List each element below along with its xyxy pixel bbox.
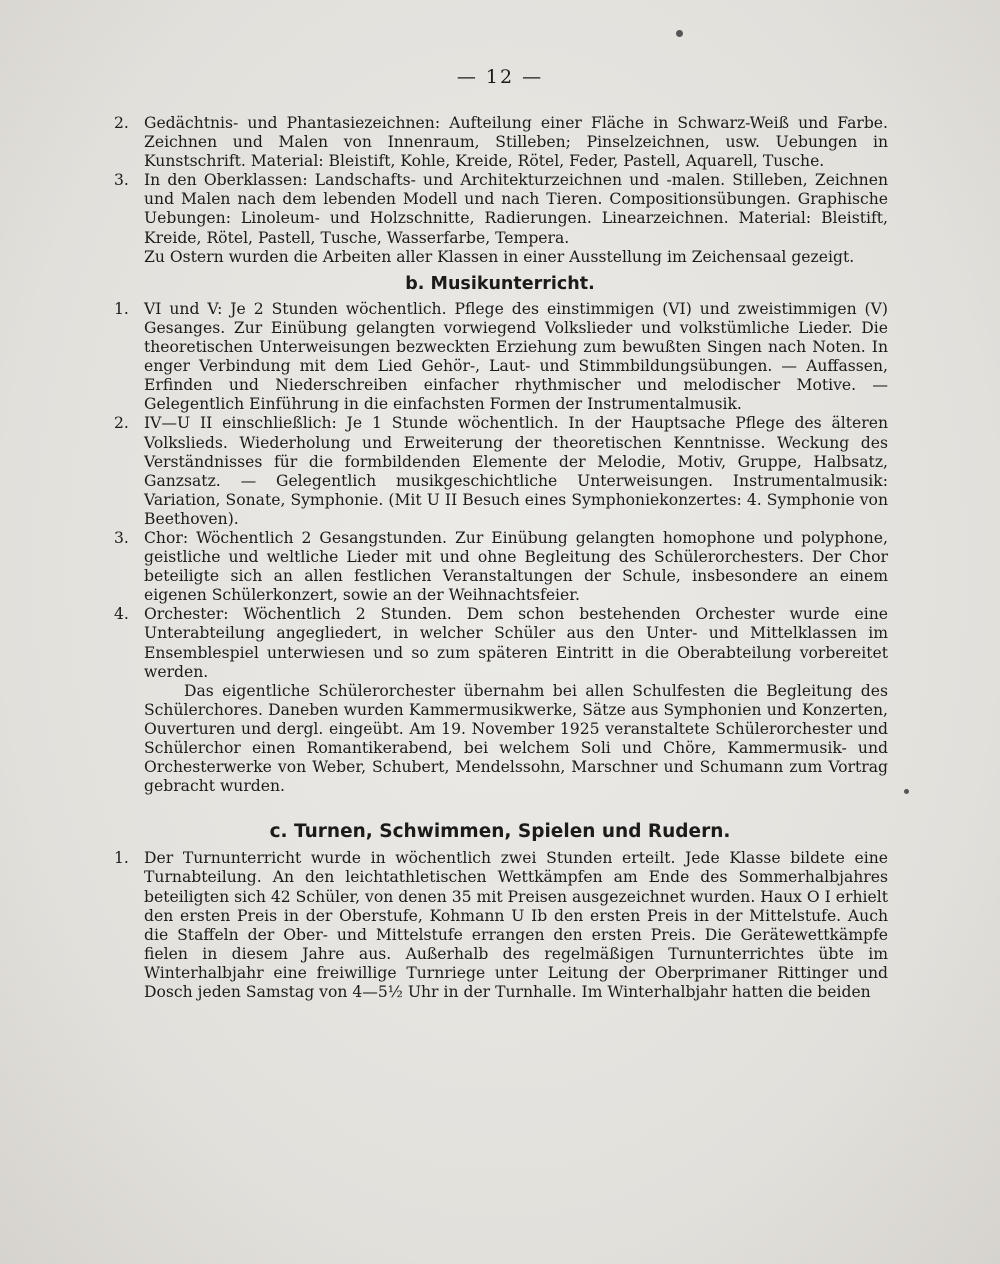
paragraph-text: Das eigentliche Schülerorchester übernahm bei allen Schulfesten die Begleitung des Schülerchores. Daneben wurden Kammermusikwerke, Sätze aus Symphonien und Konzerten, Ouverturen und dergl. eingeübt. Am 19. November 1925 veranstaltete Schülerorchester und Schülerchor einen Romantikerabend, bei welchem Soli und Chöre, Kammermusik- und Orchesterwerke von Weber, Schubert, Mendelssohn, Marschner und Schumann zum Vortrag gebracht wurden. [144,681,888,796]
list-item [112,171,888,247]
item-number: 2. [114,414,129,433]
item-number: 1. [114,299,129,318]
page-number: — 12 — [456,66,544,88]
list-item [112,300,888,415]
page-body [112,114,888,1002]
list-item [112,849,888,1002]
paper-speck [676,30,683,37]
list-item [112,114,888,171]
item-number: 3. [114,528,129,547]
item-text: VI und V: Je 2 Stunden wöchentlich. Pflege des einstimmigen (VI) und zweistimmigen (V) Gesanges. Zur Einübung gelangten vorwiegend Volkslieder und volkstümliche Lieder. Die theoretischen Unterweisungen bezweckten Erziehung zum bewußten Singen nach Noten. In enger Verbindung mit dem Lied Gehör-, Laut- und Stimmbildungsübungen. — Auffassen, Erfinden und Niederschreiben einfacher rhythmischer und melodischer Motive. — Gelegentlich Einführung in die einfachsten Formen der Instrumentalmusik. [144,299,888,414]
item-number: 4. [114,605,129,624]
paragraph-text: Zu Ostern wurden die Arbeiten aller Klassen in einer Ausstellung im Zeichensaal gezeigt. [144,247,855,266]
item-text: Der Turnunterricht wurde in wöchentlich zwei Stunden erteilt. Jede Klasse bildete eine Turnabteilung. An den leichtathletischen Wettkämpfen am Ende des Sommerhalbjahres beteiligten sich 42 Schüler, von denen 35 mit Preisen ausgezeichnet wurden. Haux O I erhielt den ersten Preis in der Oberstufe, Kohmann U Ib den ersten Preis in der Mittelstufe. Auch die Staffeln der Ober- und Mittelstufe errangen den ersten Preis. Die Gerätewettkämpfe fielen in diesem Jahre aus. Außerhalb des regelmäßigen Turnunterrichtes übte im Winterhalbjahr eine freiwillige Turnriege unter Leitung der Oberprimaner Rittinger und Dosch jeden Samstag von 4—5½ Uhr in der Turnhalle. Im Winterhalbjahr hatten die beiden [144,849,888,1002]
closing-paragraph [112,682,888,797]
paper-speck [904,789,909,794]
list-item [112,529,888,605]
item-number: 1. [114,849,129,868]
item-text: Gedächtnis- und Phantasiezeichnen: Aufteilung einer Fläche in Schwarz-Weiß und Farbe. Zeichnen und Malen von Innenraum, Stilleben; Pinselzeichnen, usw. Uebungen in Kunstschrift. Material: Bleistift, Kohle, Kreide, Rötel, Feder, Pastell, Aquarell, Tusche. [144,114,888,171]
item-number: 3. [114,171,129,190]
list-item [112,414,888,529]
closing-paragraph [112,248,888,267]
item-text: IV—U II einschließlich: Je 1 Stunde wöchentlich. In der Hauptsache Pflege des älteren Volkslieds. Wiederholung und Erweiterung der theoretischen Kenntnisse. Weckung des Verständnisses für die formbildenden Elemente der Melodie, Motiv, Gruppe, Halbsatz, Ganzsatz. — Gelegentlich musikgeschichtliche Unterweisungen. Instrumentalmusik: Variation, Sonate, Symphonie. (Mit U II Besuch eines Symphoniekonzertes: 4. Symphonie von Beethoven). [144,414,888,528]
section-heading-music: b. Musikunterricht. [405,273,595,294]
item-number: 2. [114,114,129,132]
item-text: Orchester: Wöchentlich 2 Stunden. Dem schon bestehenden Orchester wurde eine Unterabteilung angegliedert, in welcher Schüler aus den Unter- und Mittelklassen im Ensemblespiel unterwiesen und so zum späteren Eintritt in die Oberabteilung vorbereitet werden. [144,605,888,681]
item-text: In den Oberklassen: Landschafts- und Architekturzeichnen und -malen. Stilleben, Zeichnen und Malen nach dem lebenden Modell und nach Tieren. Compositionsübungen. Graphische Uebungen: Linoleum- und Holzschnitte, Radierungen. Linearzeichnen. Material: Bleistift, Kreide, Rötel, Pastell, Tusche, Wasserfarbe, Tempera. [144,171,888,247]
item-text: Chor: Wöchentlich 2 Gesangstunden. Zur Einübung gelangten homophone und polyphone, geistliche und weltliche Lieder mit und ohne Begleitung des Schülerorchesters. Der Chor beteiligte sich an allen festlichen Veranstaltungen der Schule, insbesondere an einem eigenen Schülerkonzert, sowie an der Weihnachtsfeier. [144,528,888,605]
list-item [112,605,888,681]
section-heading-sports: c. Turnen, Schwimmen, Spielen und Rudern. [269,821,731,843]
